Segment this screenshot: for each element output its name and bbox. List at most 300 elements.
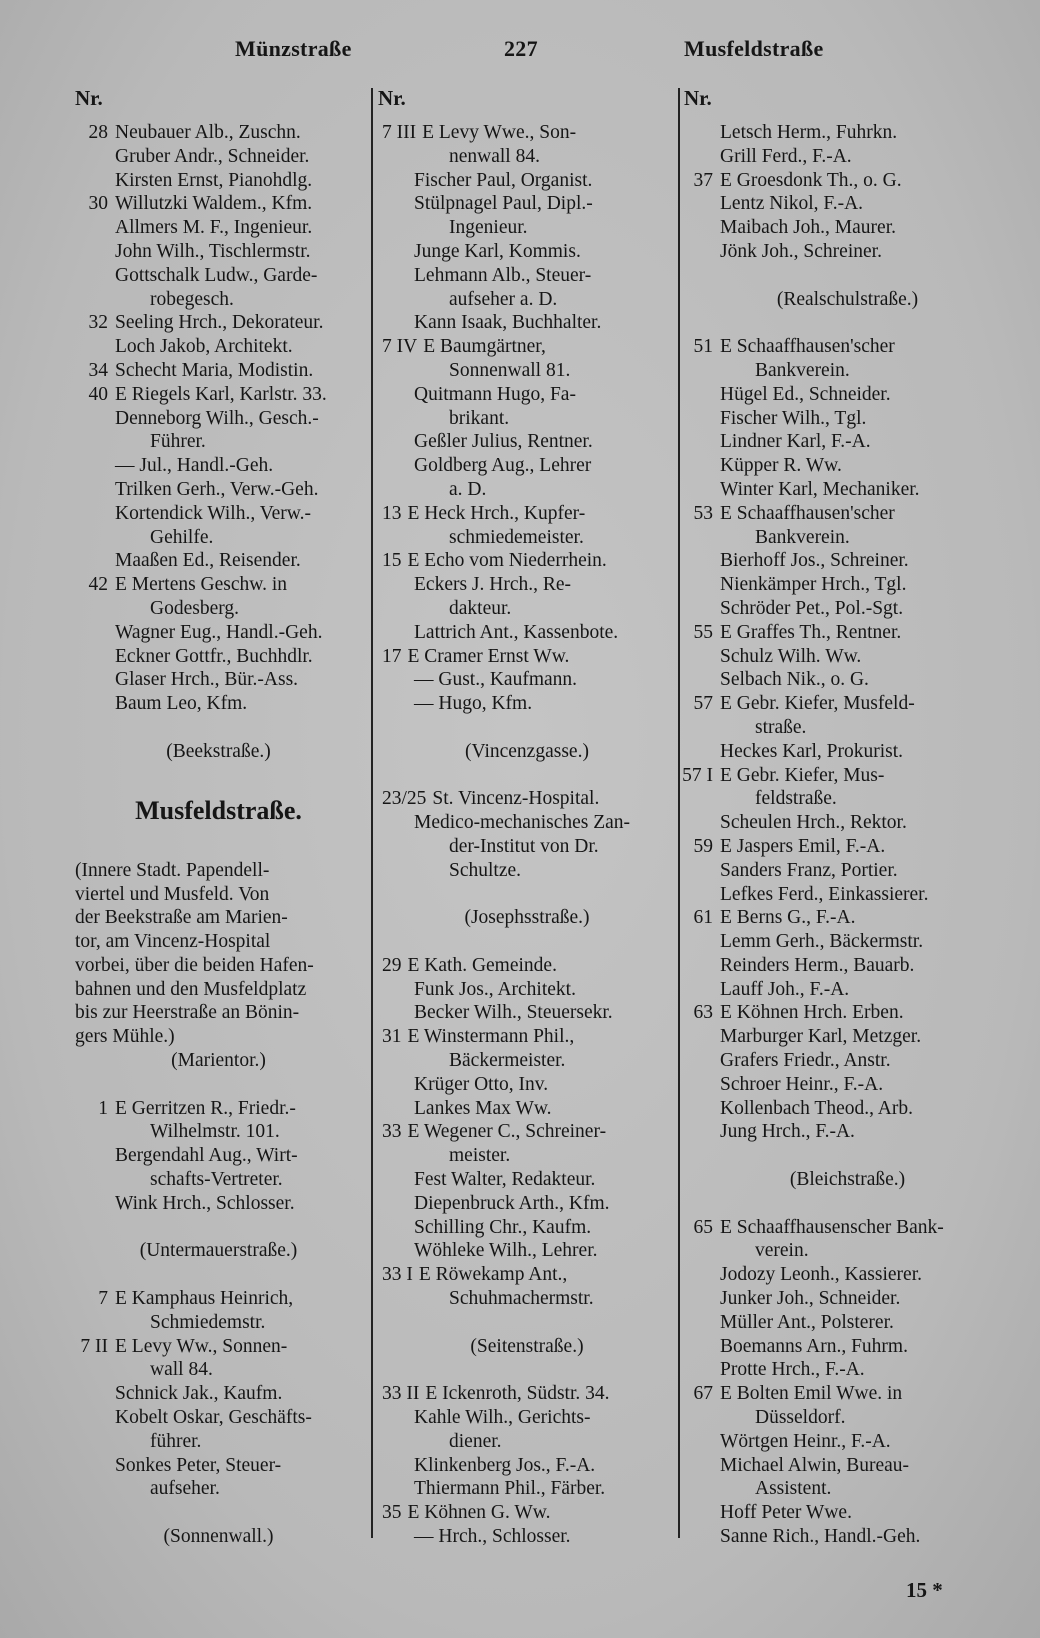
directory-entry [382,1239,672,1263]
entry-text: diener. [449,1430,502,1452]
entry-continuation [720,359,975,383]
entry-text: Fischer Wilh., Tgl. [720,407,867,429]
directory-entry [382,573,672,597]
house-number: 57 [693,693,713,715]
directory-entry [720,811,975,835]
entry-text: Hügel Ed., Schneider. [720,383,891,405]
house-number: 15 [382,550,402,572]
description-line: viertel und Musfeld. Von [75,883,270,905]
directory-entry [382,121,672,145]
house-number: 31 [382,1026,402,1048]
column-2 [382,121,672,1549]
entry-text: Lankes Max Ww. [414,1097,552,1119]
entry-text: Stülpnagel Paul, Dipl.- [414,193,593,215]
entry-text: Lattrich Ant., Kassenbote. [414,621,619,643]
entry-text: E Röwekamp Ant., [418,1264,568,1286]
entry-continuation [382,859,672,883]
nr-label-col1: Nr. [75,86,103,110]
entry-text: Jönk Joh., Schreiner. [720,240,882,262]
entry-text: Trilken Gerh., Verw.-Geh. [115,478,319,500]
cross-street-heading [75,1049,362,1073]
street-section-title [75,787,362,835]
entry-text: brikant. [449,407,510,429]
house-number: 7 IV [382,336,418,358]
blank-line [382,764,672,788]
entry-text: Marburger Karl, Metzger. [720,1026,922,1048]
entry-text: Lefkes Ferd., Einkassierer. [720,883,929,905]
entry-text: Schröder Pet., Pol.-Sgt. [720,597,904,619]
directory-entry [382,454,672,478]
cross-street-label: (Untermauerstraße.) [139,1240,298,1262]
entry-text: Fischer Paul, Organist. [414,169,593,191]
entry-text: E Ickenroth, Südstr. 34. [425,1383,610,1405]
blank-line [115,1501,362,1525]
entry-text: E Kamphaus Heinrich, [115,1288,294,1310]
directory-entry [720,430,975,454]
entry-continuation [382,835,672,859]
directory-entry [693,335,975,359]
directory-entry [382,668,672,692]
directory-entry [720,954,975,978]
entry-continuation [382,216,672,240]
cross-street-label: (Beekstraße.) [166,740,271,762]
directory-entry [115,240,362,264]
directory-entry [720,1073,975,1097]
entry-text: Kann Isaak, Buchhalter. [414,312,602,334]
directory-entry [382,978,672,1002]
street-description [75,906,362,930]
house-number: 1 [98,1097,108,1119]
directory-entry [382,1097,672,1121]
entry-text: Winter Karl, Mechaniker. [720,478,920,500]
description-line: (Innere Stadt. Papendell- [75,859,270,881]
directory-entry [693,169,975,193]
cross-street-label: (Marientor.) [171,1050,266,1072]
entry-text: Bankverein. [755,359,850,381]
description-line: der Beekstraße am Marien- [75,907,288,929]
directory-entry [382,1216,672,1240]
blank-line [720,264,975,288]
entry-text: Krüger Otto, Inv. [414,1073,549,1095]
directory-entry [382,692,672,716]
entry-continuation [720,716,975,740]
street-description [75,883,362,907]
entry-text: Loch Jakob, Architekt. [115,336,293,358]
entry-text: Willutzki Waldem., Kfm. [115,193,313,215]
directory-entry [693,1382,975,1406]
directory-entry [115,1454,362,1478]
directory-entry [382,549,672,573]
street-description [75,954,362,978]
entry-text: — Hrch., Schlosser. [414,1526,571,1548]
entry-text: E Schaaffhausen'scher [720,336,895,358]
entry-text: Lentz Nikol, F.-A. [720,193,864,215]
entry-text: Heckes Karl, Prokurist. [720,740,904,762]
entry-text: Schilling Chr., Kaufm. [414,1216,592,1238]
directory-entry [720,859,975,883]
entry-text: Wilhelmstr. 101. [150,1121,280,1143]
entry-text: Sonkes Peter, Steuer- [115,1454,282,1476]
house-number: 33 [382,1121,402,1143]
entry-text: nenwall 84. [449,145,540,167]
entry-text: Scheulen Hrch., Rektor. [720,812,907,834]
entry-text: Hoff Peter Wwe. [720,1502,852,1524]
entry-continuation [720,1239,975,1263]
directory-entry [115,169,362,193]
cross-street-label: (Realschulstraße.) [776,288,919,310]
entry-text: aufseher. [150,1478,220,1500]
directory-entry [720,645,975,669]
entry-text: Küpper R. Ww. [720,455,842,477]
directory-entry [720,1358,975,1382]
entry-text: Junge Karl, Kommis. [414,240,581,262]
blank-line [115,1263,362,1287]
directory-entry [382,1501,672,1525]
house-number: 67 [693,1383,713,1405]
entry-text: Godesberg. [150,597,239,619]
directory-entry [720,1120,975,1144]
cross-street-heading [382,740,672,764]
directory-entry [382,1025,672,1049]
entry-continuation [382,1287,672,1311]
entry-text: E Heck Hrch., Kupfer- [407,502,586,524]
directory-entry [382,1120,672,1144]
directory-entry [88,311,362,335]
entry-text: Führer. [150,431,206,453]
entry-text: Gehilfe. [150,526,214,548]
entry-text: aufseher a. D. [449,288,558,310]
entry-text: Eckner Gottfr., Buchhdlr. [115,645,313,667]
entry-text: Becker Wilh., Steuersekr. [414,1002,613,1024]
directory-entry [693,502,975,526]
directory-entry [382,811,672,835]
directory-entry [720,597,975,621]
entry-text: Maaßen Ed., Reisender. [115,550,301,572]
cross-street-heading [720,288,975,312]
street-title: Musfeldstraße. [135,796,302,826]
entry-text: E Baumgärtner, [423,336,546,358]
house-number: 53 [693,502,713,524]
cross-street-label: (Seitenstraße.) [470,1335,584,1357]
directory-entry [382,1192,672,1216]
directory-entry [98,1287,362,1311]
entry-text: robegesch. [150,288,234,310]
entry-text: Quitmann Hugo, Fa- [414,383,576,405]
directory-entry [382,1073,672,1097]
directory-entry [720,1454,975,1478]
house-number: 65 [693,1216,713,1238]
entry-text: Assistent. [755,1478,832,1500]
entry-text: dakteur. [449,597,512,619]
directory-entry [382,192,672,216]
entry-continuation [115,1311,362,1335]
entry-continuation [115,1120,362,1144]
house-number: 33 II [382,1383,420,1405]
entry-text: Eckers J. Hrch., Re- [414,574,572,596]
entry-text: Schultze. [449,859,522,881]
entry-text: meister. [449,1145,511,1167]
street-description [75,1025,362,1049]
blank-line [382,1311,672,1335]
directory-entry [382,645,672,669]
entry-continuation [382,526,672,550]
entry-text: Sanders Franz, Portier. [720,859,898,881]
blank-line [115,835,362,859]
entry-text: Bankverein. [755,526,850,548]
directory-entry [382,1477,672,1501]
directory-entry [382,311,672,335]
house-number: 28 [88,122,108,143]
entry-text: Gottschalk Ludw., Garde- [115,264,318,286]
entry-text: Sanne Rich., Handl.-Geh. [720,1526,921,1548]
column-3 [682,121,975,1549]
directory-entry [382,787,672,811]
description-line: bahnen und den Musfeldplatz [75,978,307,1000]
house-number: 55 [693,621,713,643]
entry-text: Fest Walter, Redakteur. [414,1169,596,1191]
entry-text: Nienkämper Hrch., Tgl. [720,574,907,596]
entry-continuation [115,1430,362,1454]
directory-entry [693,621,975,645]
directory-entry [98,1097,362,1121]
entry-continuation [720,526,975,550]
signature-mark: 15 * [906,1578,943,1602]
directory-entry [382,1001,672,1025]
house-number: 57 I [682,764,713,786]
entry-text: Selbach Nik., o. G. [720,669,869,691]
entry-text: Lehmann Alb., Steuer- [414,264,592,286]
entry-text: St. Vincenz-Hospital. [432,788,600,810]
entry-text: Junker Joh., Schneider. [720,1288,901,1310]
directory-entry [115,668,362,692]
directory-entry [115,478,362,502]
directory-entry [115,1382,362,1406]
blank-line [720,1192,975,1216]
directory-entry [720,1287,975,1311]
entry-text: Denneborg Wilh., Gesch.- [115,407,319,429]
entry-text: Bierhoff Jos., Schreiner. [720,550,909,572]
street-description [75,978,362,1002]
entry-text: a. D. [449,478,487,500]
entry-text: Funk Jos., Architekt. [414,978,576,1000]
entry-text: E Köhnen Hrch. Erben. [720,1002,904,1024]
blank-line [115,764,362,788]
entry-text: Bäckermeister. [449,1050,566,1072]
entry-text: E Riegels Karl, Karlstr. 33. [115,383,327,405]
directory-entry [88,359,362,383]
directory-entry [115,621,362,645]
house-number: 63 [693,1002,713,1024]
entry-text: E Berns G., F.-A. [720,907,856,929]
entry-text: schmiedemeister. [449,526,584,548]
directory-entry [720,930,975,954]
entry-text: Wöhleke Wilh., Lehrer. [414,1240,598,1262]
directory-entry [382,383,672,407]
directory-entry [382,1168,672,1192]
directory-entry [720,240,975,264]
entry-continuation [115,1477,362,1501]
blank-line [115,1216,362,1240]
directory-entry [720,1430,975,1454]
directory-entry [115,1192,362,1216]
entry-text: Medico-mechanisches Zan- [414,812,631,834]
cross-street-label: (Josephsstraße.) [464,907,590,929]
entry-text: Seeling Hrch., Dekorateur. [115,312,324,334]
entry-continuation [115,597,362,621]
directory-entry [80,1335,362,1359]
entry-text: Lindner Karl, F.-A. [720,431,871,453]
entry-text: Kirsten Ernst, Pianohdlg. [115,169,313,191]
house-number: 32 [88,312,108,334]
directory-entry [693,906,975,930]
entry-text: Schmiedemstr. [150,1311,266,1333]
directory-entry [115,1144,362,1168]
cross-street-heading [75,740,362,764]
entry-continuation [382,1430,672,1454]
nr-label-col2: Nr. [378,86,406,110]
entry-text: Grill Ferd., F.-A. [720,145,852,167]
entry-text: feldstraße. [755,788,837,810]
entry-text: Gruber Andr., Schneider. [115,145,310,167]
cross-street-heading [720,1168,975,1192]
running-head-left: Münzstraße [235,36,352,61]
blank-line [115,1073,362,1097]
entry-text: Müller Ant., Polsterer. [720,1311,894,1333]
entry-text: Jung Hrch., F.-A. [720,1121,855,1143]
directory-entry [720,121,975,145]
directory-entry [88,573,362,597]
directory-entry [115,454,362,478]
description-line: bis zur Heerstraße an Bönin- [75,1002,300,1024]
directory-entry [720,1097,975,1121]
cross-street-heading [75,1239,362,1263]
entry-text: Kahle Wilh., Gerichts- [414,1407,591,1429]
directory-entry [115,335,362,359]
directory-entry [382,502,672,526]
directory-entry [693,835,975,859]
blank-line [382,1358,672,1382]
entry-text: E Kath. Gemeinde. [407,954,557,976]
house-number: 51 [693,336,713,358]
directory-entry [382,169,672,193]
entry-text: Letsch Herm., Fuhrkn. [720,122,898,143]
house-number: 59 [693,835,713,857]
cross-street-heading [75,1525,362,1549]
entry-continuation [720,1406,975,1430]
entry-text: E Graffes Th., Rentner. [720,621,902,643]
blank-line [382,883,672,907]
entry-text: — Hugo, Kfm. [414,693,533,715]
directory-entry [720,1049,975,1073]
directory-entry [382,1406,672,1430]
street-description [75,859,362,883]
description-line: vorbei, über die beiden Hafen- [75,954,314,976]
entry-text: Baum Leo, Kfm. [115,693,248,715]
entry-text: straße. [755,716,807,738]
entry-text: E Gerritzen R., Friedr.- [115,1097,296,1119]
entry-continuation [382,1049,672,1073]
column-1 [75,121,362,1549]
entry-text: E Levy Ww., Sonnen- [115,1335,288,1357]
entry-text: Kobelt Oskar, Geschäfts- [115,1407,312,1429]
entry-text: Glaser Hrch., Bür.-Ass. [115,669,299,691]
directory-entry [693,1001,975,1025]
entry-text: Kollenbach Theod., Arb. [720,1097,913,1119]
entry-text: Michael Alwin, Bureau- [720,1454,909,1476]
directory-entry [115,502,362,526]
directory-entry [693,1216,975,1240]
directory-entry [115,549,362,573]
entry-text: — Jul., Handl.-Geh. [115,455,274,477]
directory-entry [720,454,975,478]
directory-entry [115,645,362,669]
directory-entry [720,192,975,216]
directory-entry [720,1263,975,1287]
directory-entry [382,1263,672,1287]
entry-text: Reinders Herm., Bauarb. [720,954,915,976]
blank-line [382,716,672,740]
entry-text: Schulz Wilh. Ww. [720,645,862,667]
directory-entry [720,573,975,597]
street-description [75,930,362,954]
entry-text: E Levy Wwe., Son- [422,122,577,143]
directory-entry [720,549,975,573]
house-number: 30 [88,193,108,215]
entry-continuation [115,526,362,550]
entry-text: Allmers M. F., Ingenieur. [115,217,313,239]
directory-entry [88,383,362,407]
entry-text: der-Institut von Dr. [449,835,599,857]
entry-continuation [382,288,672,312]
directory-entry [382,1525,672,1549]
directory-entry [382,621,672,645]
entry-text: E Schaaffhausenscher Bank- [720,1216,944,1238]
directory-entry [720,883,975,907]
entry-text: Klinkenberg Jos., F.-A. [414,1454,596,1476]
entry-text: Geßler Julius, Rentner. [414,431,593,453]
blank-line [720,1144,975,1168]
directory-entry [382,264,672,288]
entry-continuation [115,288,362,312]
house-number: 7 II [80,1335,108,1357]
directory-entry [720,478,975,502]
column-divider [678,88,680,1538]
directory-entry [720,1335,975,1359]
entry-text: Grafers Friedr., Anstr. [720,1050,891,1072]
entry-text: Diepenbruck Arth., Kfm. [414,1192,610,1214]
directory-entry [88,192,362,216]
entry-text: Ingenieur. [449,217,528,239]
house-number: 29 [382,954,402,976]
blank-line [382,930,672,954]
house-number: 61 [693,907,713,929]
directory-entry [115,145,362,169]
entry-text: E Cramer Ernst Ww. [407,645,570,667]
house-number: 37 [693,169,713,191]
directory-entry [720,668,975,692]
directory-entry [115,692,362,716]
directory-entry [720,1311,975,1335]
entry-text: verein. [755,1240,809,1262]
entry-text: Thiermann Phil., Färber. [414,1478,606,1500]
entry-text: E Schaaffhausen'scher [720,502,895,524]
house-number: 33 I [382,1264,413,1286]
entry-text: schafts-Vertreter. [150,1169,283,1191]
house-number: 23/25 [382,788,427,810]
entry-text: Lauff Joh., F.-A. [720,978,850,1000]
house-number: 7 III [382,122,417,143]
directory-entry [720,1525,975,1549]
